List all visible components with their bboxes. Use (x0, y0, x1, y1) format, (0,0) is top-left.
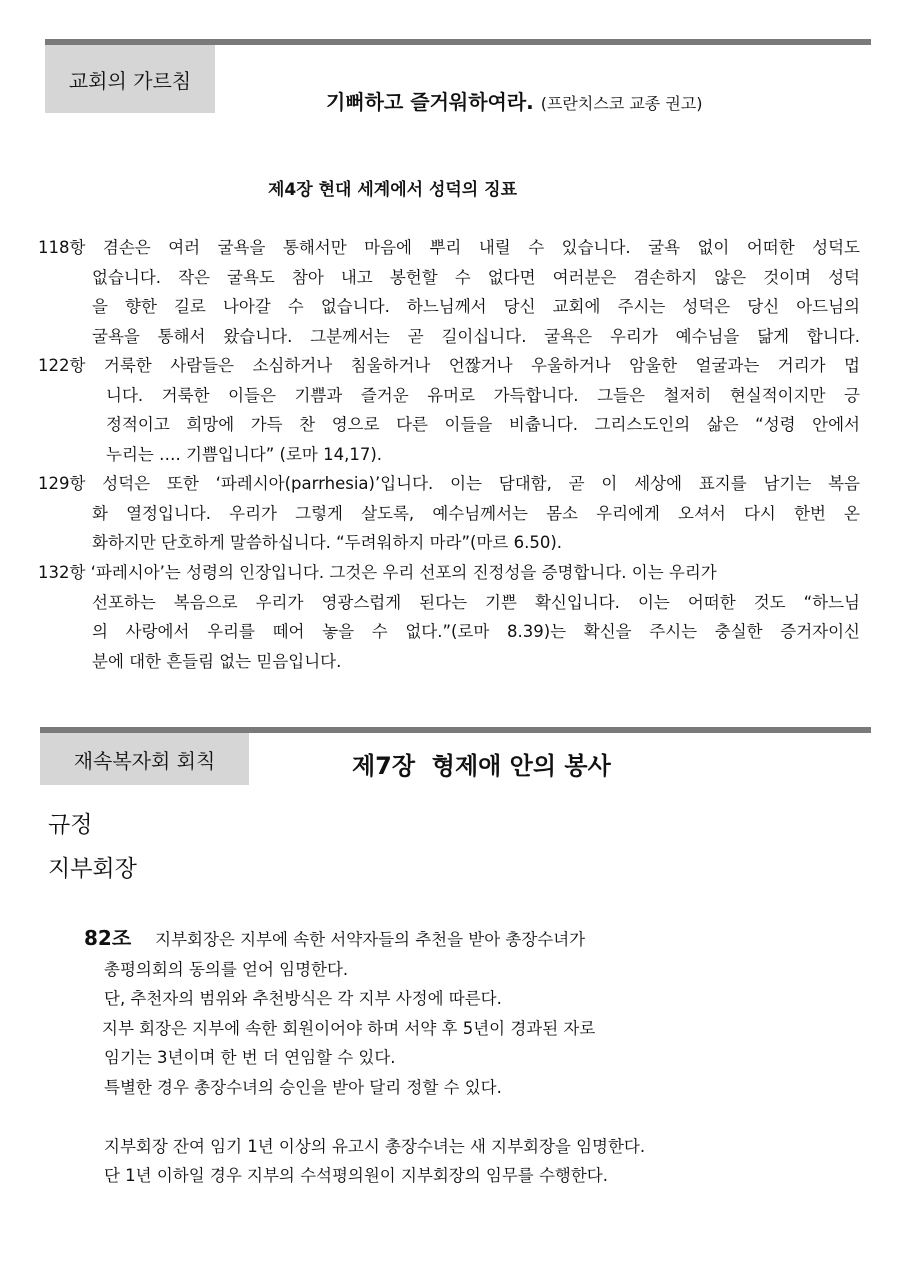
section2-heading-branch-head: 지부회장 (48, 856, 137, 882)
article-first-line (84, 924, 645, 955)
paragraph-line: 화하지만 단호하게 말씀하십니다. “두려워하지 마라”(마르 6.50). (92, 533, 563, 552)
section2-top-rule (249, 727, 871, 733)
section2-chapter: 제7장 형제애 안의 봉사 (352, 752, 611, 780)
article-82 (84, 924, 645, 1191)
article-line: 지부 회장은 지부에 속한 회원이어야 하며 서약 후 5년이 경과된 자로 (102, 1018, 596, 1038)
paragraph-line: 선포하는 복음으로 우리가 영광스럽게 된다는 기쁜 확신입니다. 이는 어떠한 것도 “하느님 (92, 592, 860, 612)
section1-label-text: 교회의 가르침 (68, 68, 192, 93)
section1-title-note: (프란치스코 교종 권고) (540, 94, 703, 113)
paragraph-129 (38, 469, 860, 558)
article-line: 총평의회의 동의를 얻어 임명한다. (104, 959, 349, 979)
paragraph-line: 화 열정입니다. 우리가 그렇게 살도록, 예수님께서는 몸소 우리에게 오셔서 다시 한번 온 (92, 503, 860, 523)
paragraph-line: 분에 대한 흔들림 없는 믿음입니다. (92, 651, 342, 671)
paragraph-line: 의 사랑에서 우리를 떼어 놓을 수 없다.”(로마 8.39)는 확신을 주시는 충실한 증거자이신 (92, 622, 860, 641)
paragraph-line: 니다. 거룩한 이들은 기쁨과 즐거운 유머로 가득합니다. 그들은 철저히 현실적이지만 긍 (106, 385, 860, 405)
section1-label (45, 39, 215, 113)
section1-title (326, 86, 703, 115)
article-line: 지부회장은 지부에 속한 서약자들의 추천을 받아 총장수녀가 (155, 930, 586, 949)
section1-title-text: 기뻐하고 즐거워하여라. (326, 90, 534, 114)
article-line: 특별한 경우 총장수녀의 승인을 받아 달리 정할 수 있다. (104, 1077, 502, 1097)
article-blank-line (84, 1102, 645, 1132)
paragraph-line: 누리는 …. 기쁨입니다” (로마 14,17). (106, 444, 383, 464)
paragraph-line: 을 향한 길로 나아갈 수 없습니다. 하느님께서 당신 교회에 주시는 성덕은 당신 아드님의 (92, 297, 860, 316)
article-line: 단, 추천자의 범위와 추천방식은 각 지부 사정에 따른다. (104, 989, 502, 1008)
section1-top-rule (215, 39, 871, 45)
paragraph-line: 118항 겸손은 여러 굴욕을 통해서만 마음에 뿌리 내릴 수 있습니다. 굴욕 없이 어떠한 성덕도 (38, 238, 860, 257)
paragraph-line: 122항 거룩한 사람들은 소심하거나 침울하거나 언짢거나 우울하거나 암울한 얼굴과는 거리가 멉 (38, 356, 860, 375)
paragraph-line: 129항 성덕은 또한 ‘파레시아(parrhesia)’입니다. 이는 담대함, 곧 이 세상에 표지를 남기는 복음 (38, 474, 860, 493)
article-line: 지부회장 잔여 임기 1년 이상의 유고시 총장수녀는 새 지부회장을 임명한다. (104, 1136, 646, 1156)
section1-chapter: 제4장 현대 세계에서 성덕의 징표 (268, 180, 517, 200)
article-line: 단 1년 이하일 경우 지부의 수석평의원이 지부회장의 임무를 수행한다. (104, 1166, 608, 1185)
paragraph-line: 굴욕을 통해서 왔습니다. 그분께서는 곧 길이십니다. 굴욕은 우리가 예수님을 닮게 합니다. (92, 326, 860, 346)
paragraph-118 (38, 233, 860, 351)
paragraph-line: 정적이고 희망에 가득 찬 영으로 다른 이들을 비춥니다. 그리스도인의 삶은 “성령 안에서 (106, 415, 860, 434)
paragraph-line: 없습니다. 작은 굴욕도 참아 내고 봉헌할 수 없다면 여러분은 겸손하지 않은 것이며 성덕 (92, 267, 860, 287)
paragraph-122 (38, 351, 860, 469)
section2-label (40, 727, 249, 785)
paragraph-line: 132항 ‘파레시아’는 성령의 인장입니다. 그것은 우리 선포의 진정성을 증명합니다. 이는 우리가 (38, 563, 717, 582)
article-number: 82조 (84, 926, 132, 950)
section2-heading-rule: 규정 (48, 812, 93, 838)
paragraph-132 (38, 558, 860, 676)
article-line: 임기는 3년이며 한 번 더 연임할 수 있다. (104, 1048, 396, 1067)
section2-label-text: 재속복자회 회칙 (73, 748, 216, 773)
